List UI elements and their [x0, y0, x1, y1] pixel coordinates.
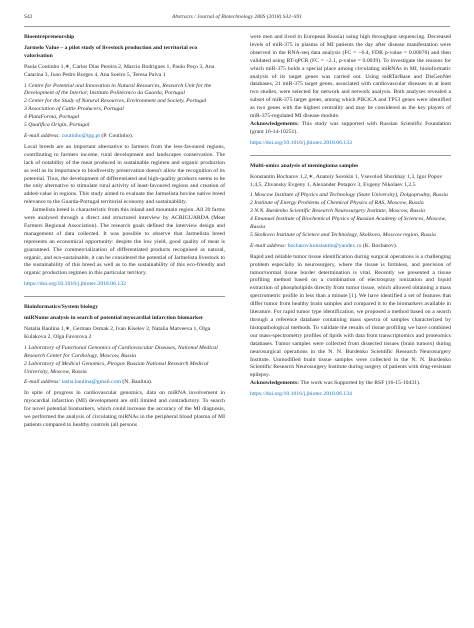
- email-label: E-mail address:: [24, 132, 61, 139]
- affiliation: 4 PlataForma, Portugal: [24, 114, 80, 121]
- doi-link[interactable]: https://doi.org/10.1016/j.jbiotec.2018.06.133: [250, 139, 352, 146]
- body-paragraph: Local breeds are an important alternative to farmers from the less-favoured regions, contributing to farmers income, rural development and landscapes conservation. The lack of notability of the meat produced in sustainable regimen and organic production as well as its importance to biodiversity preservation doesn't allow the recognition of its potential. Thus, the development of differentiated and high-quality products seems to be the only alternative to stimulate rural activity of least-favoured regions and creation of added-value in regions. This study aimed to evaluate the Jarmelista bovine native breed relevance to the Guarda-Portugal territorial economy and sustainability.: [24, 143, 225, 206]
- abstract-mirnome-continued: [250, 34, 451, 148]
- journal-citation: Abstracts / Journal of Biotechnology 280S (2018) S32–S91: [172, 14, 302, 20]
- abstract-jarmelo: [24, 34, 225, 289]
- acknowledgements: [250, 380, 451, 388]
- acknowledgements-label: Acknowledgements:: [250, 120, 299, 127]
- affiliation: 1 Centre for Potential and Innovation in Natural Resources, Research Unit for the Development of the Interior, Instituto Politécnico da Guarda, Portugal: [24, 82, 212, 97]
- affiliation: 1 Laboratory of Functional Genomics of Cardiovascular Diseases, National Medical Research Center for Cardiology, Moscow, Russia: [24, 344, 218, 359]
- email-owner: (K. Bocharov).: [362, 242, 398, 249]
- doi-link[interactable]: https://doi.org/10.1016/j.jbiotec.2018.06.134: [250, 391, 352, 398]
- affiliation-list: [24, 83, 225, 130]
- doi-link[interactable]: https://doi.org/10.1016/j.jbiotec.2018.06.132: [24, 281, 126, 288]
- section-heading: Bioinformatics/System biology: [24, 304, 99, 311]
- doi-line: [24, 281, 225, 289]
- acknowledgements-text: This study was supported with Russian Scientific Foundation (grant 16-14-10251).: [250, 120, 451, 135]
- body-paragraph: In spite of progress in cardiovascular genomics, data on miRNA involvement in myocardial infarction (MI) development are still limited and contradictory. To search for novel potential biomarkers, which could increase the accuracy of the MI diagnosis, we performed the analysis of circulating miRNAs in the peripheral blood plasma of MI patients compared to healthy controls (all persons: [24, 390, 225, 428]
- acknowledgements-label: Acknowledgements:: [250, 380, 299, 387]
- abstract-body: [250, 34, 451, 121]
- email-link[interactable]: coutinho@ipg.pt: [61, 132, 100, 139]
- affiliation: 2 Laboratory of Medical Genomics, Pirogov Russian National Research Medical University, Moscow, Russia: [24, 360, 209, 375]
- email-line: [250, 243, 451, 251]
- email-owner: (P. Coutinho).: [101, 132, 134, 139]
- author-list: Natalia Baulina 1,∗, German Osmak 2, Ivan Kiselev 2, Natalia Matveeva 1, Olga Kulakova 2, Olga Favorova 2: [24, 326, 211, 340]
- author-list: Paula Coutinho 1,∗, Carlos Dias Pereira 2, Marcio Rodrigues 1, Paulo Poço 3, Ana Catarina 3, Joao Pedro Borges 4, Ana Soeiro 5, Teresa Paiva 1: [24, 63, 215, 78]
- abstract-title: Multi-omics analysis of meningioma samples: [250, 162, 359, 169]
- email-line: [24, 379, 225, 387]
- abstract-body: [24, 390, 225, 430]
- abstract-body: [250, 254, 451, 381]
- abstract-meningioma: [250, 163, 451, 399]
- affiliation-list: [250, 192, 451, 239]
- section-heading: Bioentrepreneurship: [24, 34, 75, 40]
- body-paragraph: Jarmelista breed is characteristic from this inland and mountain region. All 20 farms were analysed through a direct and structured interview by ACRIGUARDA (Meat Farmers Regional Association). The research goals defined the interview design and management of data collected. It was possible to observe that Jarmelista breed represents an economical opportunity: despite the low yield, good quality of meat is guaranteed. The commercialization of differentiated products recognised as natural, organic, and eco-sustainable, it can be considered the potential of Jarmelista livestock to the sustainability of this breed as well as to the sustainability of this eco-friendly and organic production regimen in this particular territory.: [24, 207, 225, 277]
- header-rule: [24, 26, 450, 27]
- abstract-body: [24, 144, 225, 278]
- page-number: S42: [24, 14, 33, 20]
- left-column: [24, 34, 225, 430]
- affiliation: 1 Moscow Institute of Physics and Technology (State University), Dolgoprudny, Russia: [250, 192, 448, 199]
- author-list: Konstantin Bocharov 1,2,∗, Anatoly Sorokin 1, Vsevolod Shurkhay 1,3, Igor Popov 1,4,5, Zhvansky Evgeny 1, Alexander Potapov 3, Evgeny Nikolaev 1,2,5: [250, 173, 443, 188]
- right-column: [250, 34, 451, 399]
- body-paragraph: Rapid and reliable tumor tissue identification during surgical operations is a challenging problem especially in neurosurgery, where the tissue is formless, and precision of tumor/normal tissue border determination is vital. Recently we presented a tissue profiling method based on a combination of electrospray ionization and liquid extraction of phospholipids directly from tumor tissue, which allowed obtaining a mass spectrometric profile in less than a minute [1]. We have identified a set of features that differ tumor from healthy brain samples and compared it to the biomarkers available in literature. For rapid tumor type identification, we proposed a method based on a search through a reference database containing mass spectra of samples characterized by histopathological methods. To validate the results of tissue profiling we have combined our mass-spectrometry profiles of lipids with data from transcriptomics and proteomics databases. Tumor samples were collected from dissected tissues (brain tumors) during neurosurgical operations in the N. N. Burdenko Scientific Research Neurosurgery Institute. Unmodified brain tissue samples were collected in the N. N. Burdenko Scientific Research Neurosurgery Institute during surgery of patients with drug-resistant epilepsy.: [250, 253, 451, 379]
- acknowledgements-text: The work was Supported by the RSF (16-15-10431).: [300, 380, 421, 387]
- abstract-separator: [24, 296, 225, 297]
- abstract-title: miRNome analysis in search of potential myocardial infarction biomarker: [24, 315, 204, 322]
- abstract-mirnome: [24, 304, 225, 430]
- affiliation: 4 Emanuel Institute of Biochemical Physics of Russian Academy of Sciences, Moscow, Russia: [250, 216, 447, 231]
- abstract-title: Jarmelo Value – a pilot study of livestock production and territorial eco valorisation: [24, 44, 198, 59]
- affiliation-list: [24, 345, 225, 377]
- email-owner: (N. Baulina).: [122, 379, 153, 386]
- email-line: [24, 133, 225, 141]
- body-paragraph: were men and lived in European Russia) using high throughput sequencing. Decreased levels of miR-375 in plasma of MI patients the day after disease manifestation were observed in the RNA-seq data analysis (FC = −6.4, FDR p-value = 0.00076) and then validated using RT-qPCR (FC = −2.1, p-value = 0.0039). To investigate the reasons for which miR-375 holds a special place among circulating miRNAs in MI, bioinformatic analysis of its target genes was carried out. Using miRTarBase and DisGenNet databases, 21 miR-375 target genes, associated with cardiovascular diseases in at least two studies, were selected for network and network analysis. Both analyses revealed a subset of miR-375 target genes, among which PIK3CA and TP53 genes were identified as two genes with the highest centrality and may be considered as the key players of miR-375-regulated MI disease module.: [250, 34, 451, 120]
- affiliation: 5 Skolkovo Institute of Science and Technology, Skolkovo, Moscow region, Russia: [250, 231, 436, 238]
- email-link[interactable]: tasha.baulina@gmail.com: [61, 379, 121, 386]
- affiliation: 5 Qualifica Origin, Portugal: [24, 122, 90, 129]
- affiliation: 2 Institute of Energy Problems of Chemical Physics of RAS, Moscow, Russia: [250, 200, 424, 207]
- email-link[interactable]: bocharov.konstantin@yandex.ru: [287, 242, 362, 249]
- email-label: E-mail address:: [24, 379, 61, 386]
- affiliation: 3 N.N. Burdenko Scientific Research Neurosurgery Institute, Moscow, Russia: [250, 208, 426, 215]
- doi-line: [250, 391, 451, 399]
- page-header: [24, 11, 450, 23]
- affiliation: 2 Center for the Study of Natural Resources, Environment and Society, Portugal: [24, 98, 207, 105]
- doi-line: [250, 140, 451, 148]
- email-label: E-mail address:: [250, 242, 287, 249]
- affiliation: 3 Association of Cattle Producers, Portugal: [24, 106, 124, 113]
- abstract-separator: [250, 155, 451, 156]
- acknowledgements: [250, 121, 451, 137]
